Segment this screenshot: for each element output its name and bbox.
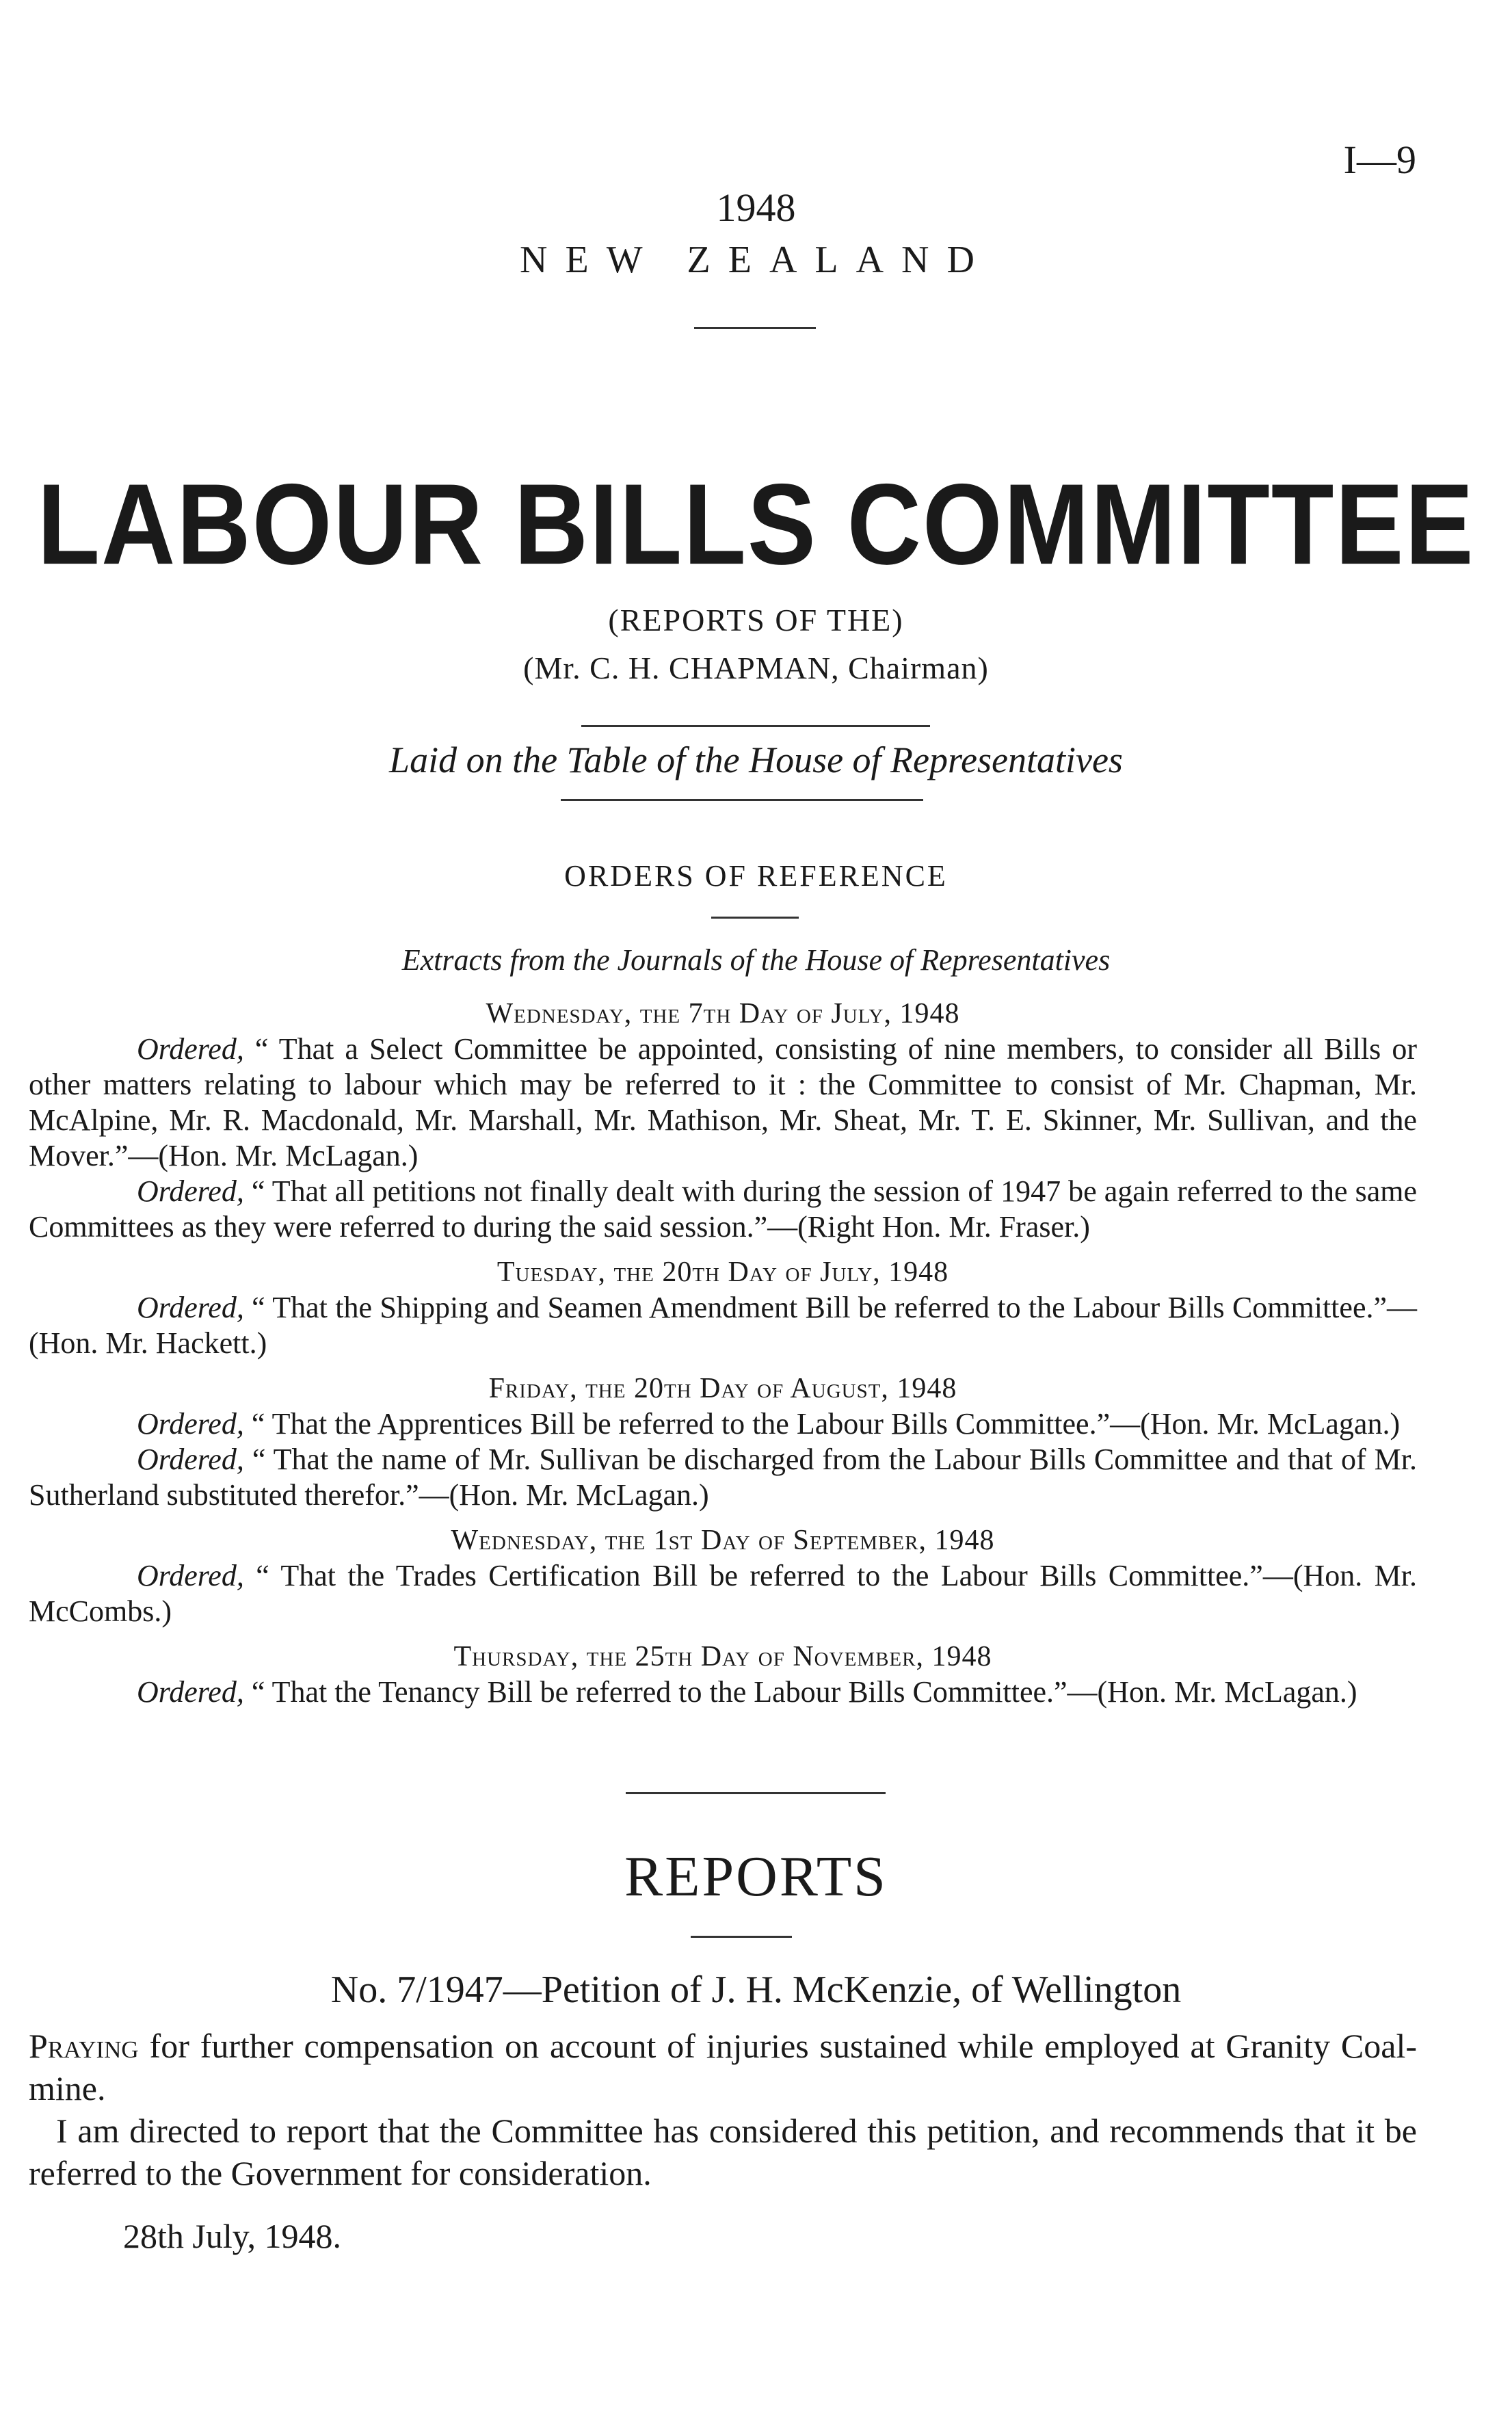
order-text: “ That a Select Committee be appointed, consisting of nine members, to consider all Bills or other matters relating to labour which may be referred to it : the Committee to consist of Mr. Chapman, Mr. McAlpine, Mr. R. Macdonald, Mr. Marshall, Mr. Mathison, Mr. Sheat, Mr. T. E. Skinner, Mr. Sullivan, and the Mover.”—(Hon. Mr. McLagan.) — [29, 1032, 1417, 1172]
order-date: Thursday, the 25th Day of November, 1948 — [453, 1641, 992, 1672]
order-paragraph — [29, 1290, 1417, 1361]
order-text: “ That the Tenancy Bill be referred to the Labour Bills Committee.”—(Hon. Mr. McLagan.) — [243, 1675, 1357, 1709]
ordered-label: Ordered, — [137, 1174, 244, 1208]
praying-paragraph — [29, 2025, 1417, 2110]
order-paragraph — [29, 1174, 1417, 1245]
ordered-label: Ordered, — [137, 1291, 244, 1324]
document-year: 1948 — [716, 185, 796, 230]
divider-rule — [561, 799, 923, 801]
laid-on-table-line: Laid on the Table of the House of Representatives — [389, 739, 1123, 780]
praying-text: for further compensation on account of injuries sustained while employed at Granity Coal-mine. — [29, 2027, 1417, 2107]
divider-rule — [581, 725, 930, 727]
report-paragraph: I am directed to report that the Committee has considered this petition, and recommends that it be referred to the Government for consideration. — [29, 2112, 1417, 2192]
order-date: Wednesday, the 7th Day of July, 1948 — [486, 998, 960, 1029]
order-date: Wednesday, the 1st Day of September, 1948 — [451, 1525, 995, 1556]
ordered-label: Ordered, — [137, 1675, 244, 1709]
chairman-line: (Mr. C. H. CHAPMAN, Chairman) — [523, 651, 989, 685]
ordered-label: Ordered, — [137, 1443, 244, 1476]
order-text: “ That the name of Mr. Sullivan be discharged from the Labour Bills Committee and that of Mr. Sutherland substituted therefor.”—(Hon. Mr. McLagan.) — [29, 1443, 1417, 1512]
extracts-subheading: Extracts from the Journals of the House of Representatives — [401, 943, 1111, 977]
ordered-label: Ordered, — [137, 1407, 244, 1441]
order-text: “ That all petitions not finally dealt with during the session of 1947 be again referred to the same Committees as they were referred to during the said session.”—(Right Hon. Mr. Fraser.) — [29, 1174, 1417, 1244]
ordered-label: Ordered, — [137, 1559, 244, 1592]
order-paragraph — [29, 1406, 1417, 1442]
orders-list — [29, 996, 1417, 1710]
ordered-label: Ordered, — [137, 1032, 244, 1066]
page-reference: I—9 — [1343, 137, 1416, 182]
order-paragraph — [29, 1442, 1417, 1513]
country-name: NEW ZEALAND — [520, 239, 992, 281]
order-paragraph — [29, 1674, 1417, 1710]
order-text: “ That the Trades Certification Bill be referred to the Labour Bills Committee.”—(Hon. Mr. McCombs.) — [29, 1559, 1417, 1628]
order-text: “ That the Apprentices Bill be referred to the Labour Bills Committee.”—(Hon. Mr. McLagan.) — [243, 1407, 1401, 1441]
order-paragraph — [29, 1558, 1417, 1629]
reports-heading: REPORTS — [624, 1845, 888, 1908]
document-title: LABOUR BILLS COMMITTEE — [37, 459, 1475, 589]
divider-rule — [694, 327, 816, 329]
divider-rule — [691, 1936, 792, 1938]
petition-report — [29, 2025, 1417, 2194]
order-text: “ That the Shipping and Seamen Amendment Bill be referred to the Labour Bills Committee.”—(Hon. Mr. Hackett.) — [29, 1291, 1417, 1360]
praying-lead: Praying — [29, 2027, 139, 2065]
divider-rule — [626, 1792, 886, 1794]
orders-of-reference-heading: ORDERS OF REFERENCE — [564, 859, 948, 893]
divider-rule — [711, 917, 799, 919]
order-date: Friday, the 20th Day of August, 1948 — [488, 1373, 957, 1404]
order-paragraph — [29, 1031, 1417, 1174]
document-subtitle: (REPORTS OF THE) — [608, 603, 904, 638]
petition-heading: No. 7/1947—Petition of J. H. McKenzie, of Wellington — [330, 1969, 1182, 2011]
report-date: 28th July, 1948. — [123, 2217, 341, 2255]
order-date: Tuesday, the 20th Day of July, 1948 — [496, 1257, 949, 1288]
